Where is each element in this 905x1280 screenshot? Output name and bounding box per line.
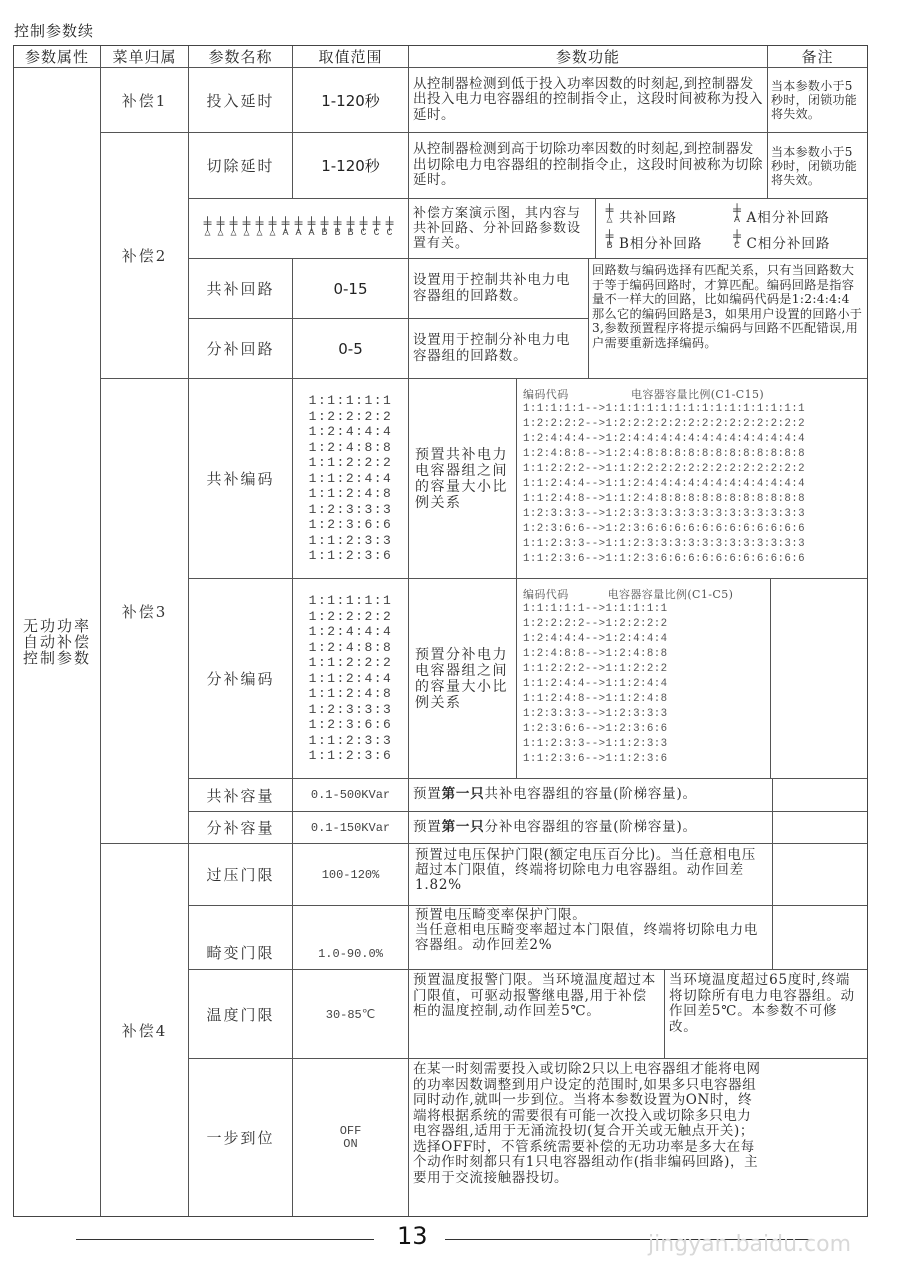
note-input-delay: 当本参数小于5秒时，闭锁功能将失效。 — [768, 68, 867, 133]
capacitor-icon: ╪ △ — [216, 216, 225, 239]
range-one-step — [293, 1059, 409, 1216]
range-split-capacity: 0.1-150KVar — [293, 812, 409, 844]
capacitor-icon: ╪ △ — [605, 203, 615, 226]
legend-label: B相分补回路 — [619, 235, 703, 252]
ratio-header: 编码代码 电容器容量比例(C1-C5) — [523, 588, 734, 601]
capacitor-icon: ╪ A — [733, 203, 742, 226]
attribute-cell: 无功功率自动补偿控制参数 — [14, 68, 101, 1216]
page-number: 13 — [397, 1222, 428, 1250]
capacitor-icon: ╪ B — [320, 216, 329, 239]
legend-item — [604, 203, 732, 226]
legend-label: 共补回路 — [619, 209, 677, 226]
ratio-line: 1:2:4:4:4-->1:2:4:4:4 — [523, 633, 668, 645]
range-distortion: 1.0-90.0% — [293, 906, 409, 970]
code-value: 1:1:2:3:3 — [308, 732, 393, 748]
capacitor-icon: ╪ C — [385, 216, 394, 239]
header-menu: 菜单归属 — [101, 46, 189, 68]
ratio-line: 1:2:4:4:4-->1:2:4:4:4:4:4:4:4:4:4:4:4:4:4 — [523, 433, 806, 445]
param-input-delay: 投入延时 — [189, 68, 293, 133]
range-input-delay: 1-120秒 — [293, 68, 409, 133]
text-emphasis: 第一只 — [441, 786, 485, 803]
code-value: 1:1:2:4:8 — [308, 486, 393, 502]
capacitor-diagram — [202, 216, 395, 239]
menu-compensation-4: 补偿4 — [101, 844, 189, 1216]
code-value: 1:1:2:4:4 — [308, 670, 393, 686]
code-value: 1:2:3:3:3 — [308, 701, 393, 717]
menu-compensation-1: 补偿1 — [101, 68, 189, 133]
ratio-line: 1:1:2:4:8-->1:1:2:4:8 — [523, 693, 668, 705]
option-on: ON — [343, 1136, 358, 1151]
ratio-line: 1:1:1:1:1-->1:1:1:1:1:1:1:1:1:1:1:1:1:1:1 — [523, 403, 806, 415]
range-split-loops: 0-5 — [293, 319, 409, 379]
legend-item — [732, 229, 860, 252]
menu-compensation-2: 补偿2 — [101, 133, 189, 379]
param-temperature: 温度门限 — [189, 970, 293, 1059]
function-common-code: 预置共补电力电容器组之间的容量大小比例关系 — [409, 379, 517, 579]
range-temperature: 30-85℃ — [293, 970, 409, 1059]
code-value: 1:2:3:6:6 — [308, 517, 393, 533]
function-split-loops: 设置用于控制分补电力电容器组的回路数。 — [409, 319, 589, 379]
empty-note-split-capacity — [773, 812, 867, 844]
empty-note-overvoltage — [773, 844, 867, 906]
ratio-line: 1:2:3:3:3-->1:2:3:3:3 — [523, 708, 668, 720]
function-input-delay: 从控制器检测到低于投入功率因数的时刻起,到控制器发出投入电力电容器组的控制指令止，这段时间被称为投入延时。 — [409, 68, 768, 133]
param-cutoff-delay: 切除延时 — [189, 133, 293, 199]
ratio-line: 1:1:2:2:2-->1:1:2:2:2 — [523, 663, 668, 675]
scheme-diagram — [189, 199, 409, 259]
footer-rule-left — [76, 1239, 374, 1240]
code-value: 1:1:2:4:8 — [308, 686, 393, 702]
empty-note-common-capacity — [773, 779, 867, 812]
text: 预置 — [413, 818, 442, 835]
capacitor-icon: ╪ A — [281, 216, 290, 239]
option-off: OFF — [339, 1123, 362, 1138]
function-split-capacity — [409, 812, 773, 844]
function-temperature: 预置温度报警门限。当环境温度超过本门限值，可驱动报警继电器,用于补偿柜的温度控制,动作回差5℃。 — [409, 970, 665, 1059]
function-overvoltage: 预置过电压保护门限(额定电压百分比)。当任意相电压超过本门限值，终端将切除电力电容器组。动作回差1.82% — [409, 844, 773, 906]
header-function: 参数功能 — [409, 46, 768, 68]
ratio-line: 1:1:1:1:1-->1:1:1:1:1 — [523, 603, 668, 615]
ratio-line: 1:2:3:3:3-->1:2:3:3:3:3:3:3:3:3:3:3:3:3:3 — [523, 508, 806, 520]
page-footer — [0, 1222, 905, 1257]
empty-note-split-code — [771, 579, 867, 779]
note-cutoff-delay: 当本参数小于5秒时，闭锁功能将失效。 — [768, 133, 867, 199]
note-temperature: 当环境温度超过65度时,终端将切除所有电力电容器组。动作回差5℃。本参数不可修改。 — [665, 970, 867, 1059]
range-common-capacity: 0.1-500KVar — [293, 779, 409, 812]
header-range: 取值范围 — [293, 46, 409, 68]
ratio-line: 1:1:2:2:2-->1:1:2:2:2:2:2:2:2:2:2:2:2:2:2 — [523, 463, 806, 475]
header-attribute: 参数属性 — [14, 46, 101, 68]
ratio-line: 1:2:2:2:2-->1:2:2:2:2:2:2:2:2:2:2:2:2:2:2 — [523, 418, 806, 430]
code-value: 1:2:4:4:4 — [308, 624, 393, 640]
legend-label: A相分补回路 — [746, 209, 830, 226]
ratio-line: 1:1:2:4:4-->1:1:2:4:4 — [523, 678, 668, 690]
capacitor-icon: ╪ △ — [242, 216, 251, 239]
code-value: 1:1:1:1:1 — [308, 593, 393, 609]
function-common-capacity — [409, 779, 773, 812]
code-value: 1:1:2:3:6 — [308, 548, 393, 564]
ratio-line: 1:2:3:6:6-->1:2:3:6:6 — [523, 723, 668, 735]
function-distortion — [409, 906, 773, 970]
capacitor-icon: ╪ B — [605, 229, 615, 252]
legend-label: C相分补回路 — [746, 235, 831, 252]
code-value: 1:1:2:4:4 — [308, 470, 393, 486]
param-one-step: 一步到位 — [189, 1059, 293, 1216]
param-distortion: 畸变门限 — [189, 906, 293, 970]
param-split-code: 分补编码 — [189, 579, 293, 779]
ratio-line: 1:2:4:8:8-->1:2:4:8:8 — [523, 648, 668, 660]
code-value: 1:2:4:8:8 — [308, 439, 393, 455]
function-split-code: 预置分补电力电容器组之间的容量大小比例关系 — [409, 579, 517, 779]
function-common-loops: 设置用于控制共补电力电容器组的回路数。 — [409, 259, 589, 319]
param-split-loops: 分补回路 — [189, 319, 293, 379]
range-cutoff-delay: 1-120秒 — [293, 133, 409, 199]
ratio-line: 1:1:2:3:3-->1:1:2:3:3:3:3:3:3:3:3:3:3:3:3 — [523, 538, 806, 550]
code-value: 1:1:2:2:2 — [308, 455, 393, 471]
code-value: 1:2:2:2:2 — [308, 408, 393, 424]
code-value: 1:2:3:6:6 — [308, 717, 393, 733]
ratio-line: 1:1:2:4:8-->1:1:2:4:8:8:8:8:8:8:8:8:8:8:8 — [523, 493, 806, 505]
code-value: 1:1:2:2:2 — [308, 655, 393, 671]
ratio-line: 1:2:2:2:2-->1:2:2:2:2 — [523, 618, 668, 630]
range-split-code — [293, 579, 409, 779]
empty-note-distortion — [773, 906, 867, 970]
ratio-line: 1:1:2:3:6-->1:1:2:3:6:6:6:6:6:6:6:6:6:6:6 — [523, 553, 806, 565]
capacitor-icon: ╪ B — [333, 216, 342, 239]
ratio-line: 1:1:2:3:6-->1:1:2:3:6 — [523, 753, 668, 765]
capacitor-icon: ╪ A — [307, 216, 316, 239]
param-common-code: 共补编码 — [189, 379, 293, 579]
note-loops: 回路数与编码选择有匹配关系，只有当回路数大于等于编码回路时，才算匹配。编码回路是指容量不一样大的回路，比如编码代码是1:2:4:4:4 那么它的编码回路是3，如果用户设置的回路小于3,参数预置程序将提示编码与回路不匹配错误,用户需要重新选择编码。 — [589, 259, 867, 379]
scheme-legend — [596, 199, 867, 259]
ratio-header: 编码代码 电容器容量比例(C1-C15) — [523, 388, 765, 401]
text: 预置 — [413, 786, 442, 803]
legend-item — [732, 203, 860, 226]
code-value: 1:2:2:2:2 — [308, 608, 393, 624]
menu-compensation-3: 补偿3 — [101, 379, 189, 844]
capacitor-icon: ╪ B — [346, 216, 355, 239]
capacitor-icon: ╪ △ — [203, 216, 212, 239]
code-value: 1:1:1:1:1 — [308, 393, 393, 409]
text: 当任意相电压畸变率超过本门限值，终端将切除电力电容器组。动作回差2% — [415, 922, 759, 953]
capacitor-icon: ╪ C — [359, 216, 368, 239]
code-value: 1:2:4:4:4 — [308, 424, 393, 440]
capacitor-icon: ╪ △ — [255, 216, 264, 239]
function-cutoff-delay: 从控制器检测到高于切除功率因数的时刻起,到控制器发出切除电力电容器组的控制指令止，这段时间被称为切除延时。 — [409, 133, 768, 199]
code-value: 1:1:2:3:3 — [308, 532, 393, 548]
ratio-line: 1:1:2:3:3-->1:1:2:3:3 — [523, 738, 668, 750]
range-common-loops: 0-15 — [293, 259, 409, 319]
text: 在某一时刻需要投入或切除2只以上电容器组才能将电网的功率因数调整到用户设定的范围时,如果多只电容器组同时动作,就叫一步到位。当将本参数设置为ON时，终端将根据系统的需要很有可能一次投入或切除多只电力电容器组,适用于无涌流投切(复合开关或无触点开关)；选择OFF时，不管系统需要补偿的无功功率是多大在每个动作时刻都只有1只电容器组动作(指非编码回路)，主要用于交流接触器投切。 — [413, 1061, 761, 1186]
page-title: 控制参数续 — [14, 22, 95, 40]
function-scheme: 补偿方案演示图，其内容与共补回路、分补回路参数设置有关。 — [409, 199, 596, 259]
range-overvoltage: 100-120% — [293, 844, 409, 906]
param-overvoltage: 过压门限 — [189, 844, 293, 906]
code-value: 1:2:3:3:3 — [308, 501, 393, 517]
capacitor-icon: ╪ △ — [229, 216, 238, 239]
ratio-table-common — [517, 379, 867, 579]
ratio-line: 1:2:3:6:6-->1:2:3:6:6:6:6:6:6:6:6:6:6:6:6 — [523, 523, 806, 535]
function-one-step — [409, 1059, 867, 1216]
text: 分补电容器组的容量(阶梯容量)。 — [484, 818, 697, 835]
header-param-name: 参数名称 — [189, 46, 293, 68]
watermark: jingyan.baidu.com — [648, 1232, 852, 1257]
param-split-capacity: 分补容量 — [189, 812, 293, 844]
code-value: 1:2:4:8:8 — [308, 639, 393, 655]
text: 共补电容器组的容量(阶梯容量)。 — [484, 786, 697, 803]
range-common-code — [293, 379, 409, 579]
legend-item — [604, 229, 732, 252]
code-value: 1:1:2:3:6 — [308, 748, 393, 764]
capacitor-icon: ╪ A — [294, 216, 303, 239]
text-emphasis: 第一只 — [441, 818, 485, 835]
capacitor-icon: ╪ △ — [268, 216, 277, 239]
text: 预置电压畸变率保护门限。 — [415, 907, 587, 923]
capacitor-icon: ╪ C — [733, 229, 742, 252]
parameter-table — [13, 45, 868, 1217]
ratio-line: 1:2:4:8:8-->1:2:4:8:8:8:8:8:8:8:8:8:8:8:8 — [523, 448, 806, 460]
param-common-capacity: 共补容量 — [189, 779, 293, 812]
ratio-line: 1:1:2:4:4-->1:1:2:4:4:4:4:4:4:4:4:4:4:4:4 — [523, 478, 806, 490]
param-common-loops: 共补回路 — [189, 259, 293, 319]
header-notes: 备注 — [768, 46, 867, 68]
ratio-table-split — [517, 579, 771, 779]
capacitor-icon: ╪ C — [372, 216, 381, 239]
